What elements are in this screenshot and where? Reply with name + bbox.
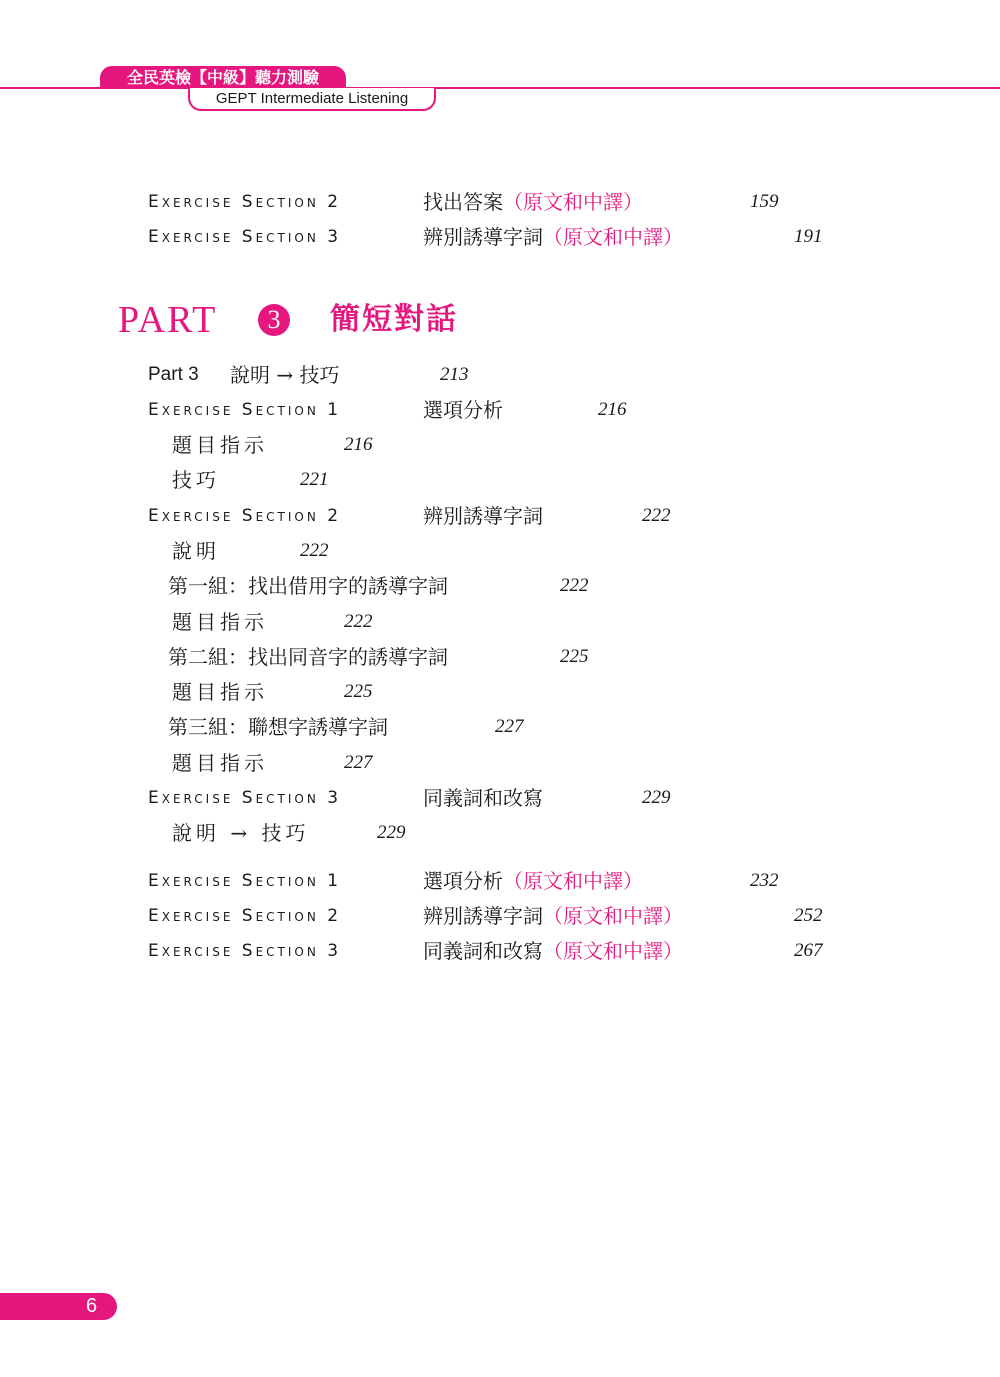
toc-entry[interactable] (148, 935, 848, 967)
toc-subentry-title: 題目指示 (172, 433, 268, 457)
part-number-badge: 3 (258, 304, 290, 336)
toc-section-label: Exercise Section 1 (148, 400, 342, 420)
toc-subentry[interactable] (168, 570, 668, 602)
toc-subentry-title: 第二組：找出同音字的誘導字詞 (168, 645, 448, 669)
toc-section-label: Exercise Section 1 (148, 871, 342, 891)
part-heading-word: PART (118, 299, 218, 341)
toc-page-number: 227 (344, 752, 373, 773)
toc-subentry-title: 說明 → 技巧 (172, 821, 310, 845)
toc-subentry-title: 技巧 (172, 468, 220, 492)
toc-subentry[interactable] (172, 676, 572, 708)
toc-page-number: 225 (560, 646, 589, 667)
toc-entry-note: （原文和中譯） (503, 869, 643, 893)
toc-entry[interactable] (148, 359, 648, 391)
toc-section-label: Exercise Section 3 (148, 788, 342, 808)
toc-page-number: 229 (642, 787, 671, 808)
toc-page-number: 252 (794, 905, 823, 926)
toc-subentry[interactable] (172, 535, 572, 567)
toc-page-number: 222 (560, 575, 589, 596)
toc-entry[interactable] (148, 221, 848, 253)
toc-subentry[interactable] (168, 641, 668, 673)
toc-subentry-title: 題目指示 (172, 610, 268, 634)
toc-entry-title: 選項分析 (423, 398, 503, 422)
toc-entry[interactable] (148, 394, 748, 426)
toc-section-label: Exercise Section 2 (148, 192, 342, 212)
toc-section-label: Exercise Section 3 (148, 227, 342, 247)
toc-subentry[interactable] (172, 429, 572, 461)
toc-entry-note: （原文和中譯） (543, 939, 683, 963)
toc-subentry-title: 說明 (172, 539, 220, 563)
toc-entry-title: 辨別誘導字詞 (423, 225, 543, 249)
toc-page-number: 159 (750, 191, 779, 212)
toc-page-number: 191 (794, 226, 823, 247)
toc-subentry-title: 題目指示 (172, 751, 268, 775)
toc-page-number: 221 (300, 469, 329, 490)
toc-section-label: Exercise Section 2 (148, 906, 342, 926)
toc-entry[interactable] (148, 500, 748, 532)
toc-entry-title: 辨別誘導字詞 (423, 904, 543, 928)
toc-section-label: Exercise Section 3 (148, 941, 342, 961)
toc-subentry[interactable] (172, 747, 572, 779)
toc-subentry[interactable] (172, 606, 572, 638)
toc-subentry[interactable] (172, 464, 572, 496)
toc-entry-title: 辨別誘導字詞 (423, 504, 543, 528)
page-number-tab (0, 1293, 117, 1320)
toc-page-number: 225 (344, 681, 373, 702)
toc-subentry[interactable] (168, 711, 668, 743)
toc-page-number: 222 (300, 540, 329, 561)
toc-entry-title: 說明 → 技巧 (230, 363, 340, 387)
toc-subentry-title: 題目指示 (172, 680, 268, 704)
toc-section-label: Exercise Section 2 (148, 506, 342, 526)
toc-subentry-title: 第三組：聯想字誘導字詞 (168, 715, 388, 739)
toc-page-number: 213 (440, 364, 469, 385)
header-book-title: 全民英檢【中級】聽力測驗 (100, 66, 346, 89)
toc-page-number: 229 (377, 822, 406, 843)
toc-entry-note: （原文和中譯） (543, 904, 683, 928)
toc-entry[interactable] (148, 186, 848, 218)
toc-page-number: 216 (344, 434, 373, 455)
toc-part-label: Part 3 (148, 364, 199, 385)
toc-entry-note: （原文和中譯） (543, 225, 683, 249)
toc-page-number: 222 (642, 505, 671, 526)
toc-page-number: 267 (794, 940, 823, 961)
toc-page-number: 227 (495, 716, 524, 737)
header-subtitle: GEPT Intermediate Listening (188, 88, 436, 111)
toc-subentry[interactable] (172, 817, 572, 849)
toc-entry[interactable] (148, 900, 848, 932)
toc-entry-note: （原文和中譯） (503, 190, 643, 214)
toc-page-number: 216 (598, 399, 627, 420)
toc-subentry-title: 第一組：找出借用字的誘導字詞 (168, 574, 448, 598)
toc-entry-title: 同義詞和改寫 (423, 939, 543, 963)
toc-entry[interactable] (148, 865, 848, 897)
toc-page-number: 232 (750, 870, 779, 891)
toc-entry-title: 找出答案 (423, 190, 503, 214)
toc-entry[interactable] (148, 782, 748, 814)
part-heading-title: 簡短對話 (330, 302, 458, 337)
toc-entry-title: 同義詞和改寫 (423, 786, 543, 810)
toc-entry-title: 選項分析 (423, 869, 503, 893)
page-number: 6 (86, 1295, 98, 1317)
toc-page-number: 222 (344, 611, 373, 632)
